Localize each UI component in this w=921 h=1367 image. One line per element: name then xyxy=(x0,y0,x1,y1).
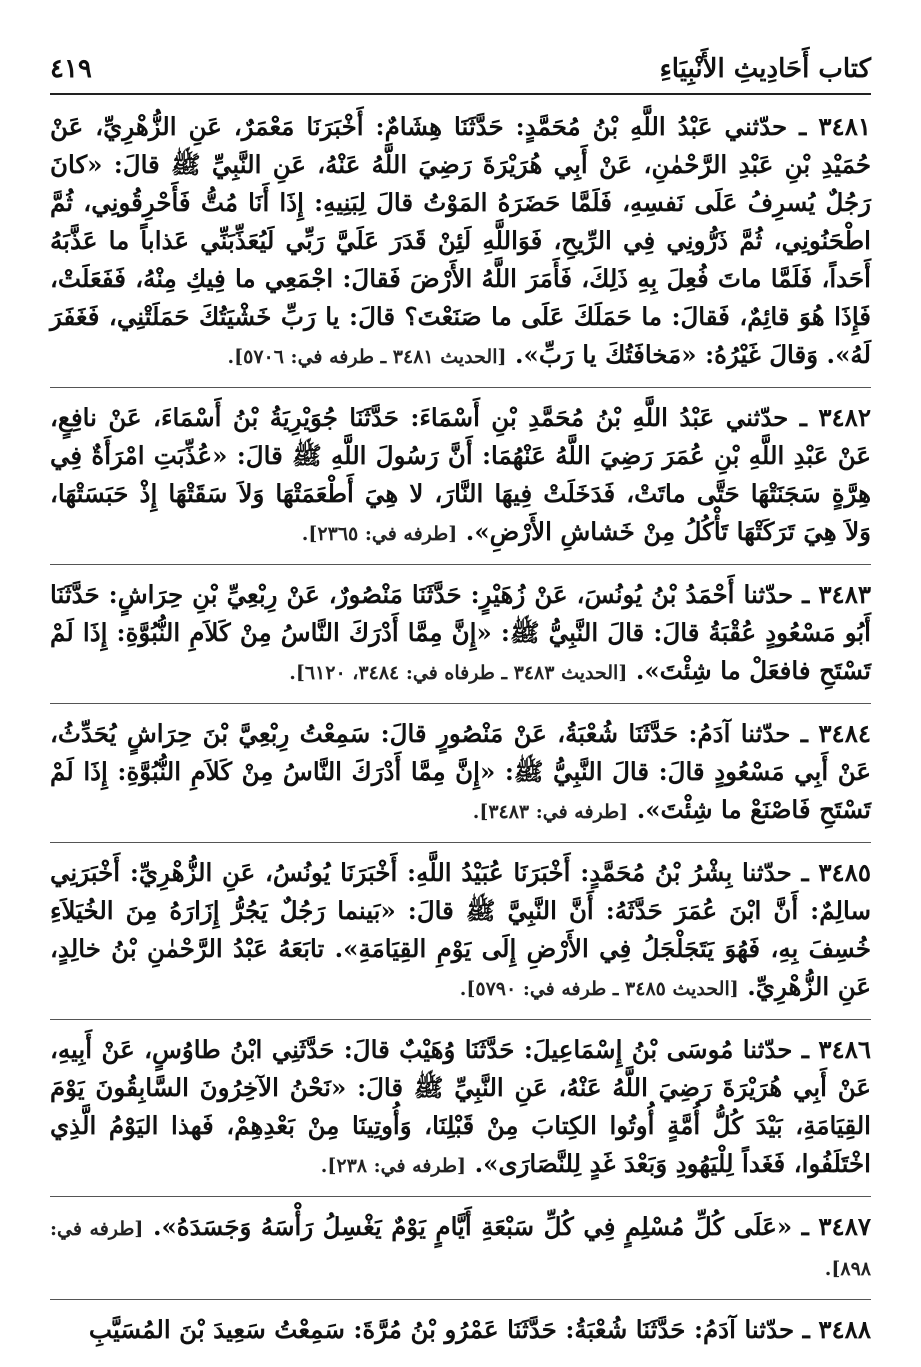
page-header xyxy=(50,48,871,92)
separator xyxy=(50,387,871,388)
hadith-reference: [الحديث ٣٤٨٥ ـ طرفه في: ٥٧٩٠]. xyxy=(459,978,739,1000)
hadith-3482 xyxy=(50,399,871,553)
page-number: ٤١٩ xyxy=(50,54,92,84)
hadith-paragraph xyxy=(50,854,871,1008)
hadith-3488 xyxy=(50,1311,871,1349)
hadith-paragraph xyxy=(50,399,871,553)
hadith-3484 xyxy=(50,715,871,831)
hadith-number: ٣٤٨٥ xyxy=(818,858,871,887)
separator xyxy=(50,842,871,843)
hadith-number: ٣٤٨٤ xyxy=(818,719,872,748)
book-title: كتاب أَحَادِيثِ الأَنْبِيَاءِ xyxy=(659,54,871,84)
hadith-body: ـ حدّثنا مُوسَى بْنُ إِسْمَاعِيلَ: حَدَّثَنَا وُهَيْبٌ قالَ: حَدَّثَنِي ابْنُ طاوُسٍ، عَنْ أَبِيهِ، عَنْ أَبِي هُرَيْرَةَ رَضِيَ اللَّهُ عَنْهُ، عَنِ النَّبِيِّ ﷺ قالَ: «نَحْنُ الآخِرُونَ السَّابِقُونَ يَوْمَ القِيَامَةِ، بَيْدَ كُلُّ أُمَّةٍ أُوتُوا الكِتابَ مِنْ قَبْلِنَا، وَأُوتِينَا مِنْ بَعْدِهِمْ، فَهذا اليَوْمُ الَّذِي اخْتَلَفُوا، فَغَداً لِلْيَهُودِ وَبَعْدَ غَدٍ لِلنَّصَارَى». xyxy=(50,1035,871,1178)
hadith-paragraph xyxy=(50,576,871,692)
hadith-number: ٣٤٨١ xyxy=(818,112,872,141)
hadith-paragraph xyxy=(50,1311,871,1349)
hadith-number: ٣٤٨٦ xyxy=(818,1035,872,1064)
hadith-body: ـ حدّثنا آدَمُ: حَدَّثَنَا شُعْبَةُ، عَنْ مَنْصُورٍ قالَ: سَمِعْتُ رِبْعِيَّ بْنَ حِرَاشٍ يُحَدِّثُ، عَنْ أَبِي مَسْعُودٍ قالَ: قالَ النَّبِيُّ ﷺ: «إِنَّ مِمَّا أَدْرَكَ النَّاسُ مِنْ كَلاَمِ النُّبُوَّةِ: إِذَا لَمْ تَسْتَحِ فَاصْنَعْ ما شِئْتَ». xyxy=(50,719,871,824)
hadith-number: ٣٤٨٢ xyxy=(818,403,871,432)
hadith-3487 xyxy=(50,1208,871,1288)
hadith-paragraph xyxy=(50,715,871,831)
hadith-paragraph xyxy=(50,108,871,376)
hadith-number: ٣٤٨٨ xyxy=(818,1315,871,1344)
hadith-reference: [طرفه في: ٨٩٨]. xyxy=(50,1218,871,1280)
hadith-reference: [طرفه في: ٢٣٦٥]. xyxy=(301,523,458,545)
hadith-number: ٣٤٨٧ xyxy=(818,1212,872,1241)
hadith-reference: [الحديث ٣٤٨١ ـ طرفه في: ٥٧٠٦]. xyxy=(227,346,507,368)
hadith-3481 xyxy=(50,108,871,376)
hadith-reference: [الحديث ٣٤٨٣ ـ طرفاه في: ٣٤٨٤، ٦١٢٠]. xyxy=(289,662,628,684)
hadith-body: ـ حدّثنا آدَمُ: حَدَّثَنَا شُعْبَةُ: حَدَّثَنَا عَمْرُو بْنُ مُرَّةَ: سَمِعْتُ سَعِيدَ بْنَ المُسَيَّبِ xyxy=(88,1315,810,1344)
header-rule xyxy=(50,93,871,95)
page-body xyxy=(50,108,871,1349)
separator xyxy=(50,1299,871,1300)
hadith-number: ٣٤٨٣ xyxy=(818,580,872,609)
hadith-3483 xyxy=(50,576,871,692)
hadith-3485 xyxy=(50,854,871,1008)
hadith-reference: [طرفه في: ٣٤٨٣]. xyxy=(472,801,629,823)
separator xyxy=(50,564,871,565)
hadith-body: ـ «عَلَى كُلِّ مُسْلِمٍ فِي كُلِّ سَبْعَةِ أَيَّامٍ يَوْمٌ يَغْسِلُ رَأْسَهُ وَجَسَدَهُ». xyxy=(152,1212,809,1241)
hadith-3486 xyxy=(50,1031,871,1185)
hadith-body: ـ حدّثني عَبْدُ اللَّهِ بْنُ مُحَمَّدِ بْنِ أَسْمَاءَ: حَدَّثَنَا جُوَيْرِيَةُ بْنُ أَسْمَاءَ، عَنْ نافِعٍ، عَنْ عَبْدِ اللَّهِ بْنِ عُمَرَ رَضِيَ اللَّهُ عَنْهُمَا: أَنَّ رَسُولَ اللَّهِ ﷺ قالَ: «عُذِّبَتِ امْرَأَةٌ فِي هِرَّةٍ سَجَنَتْهَا حَتَّى ماتَتْ، فَدَخَلَتْ فِيهَا النَّارَ، لا هِيَ أَطْعَمَتْهَا وَلاَ سَقَتْهَا إِذْ حَبَسَتْهَا، وَلاَ هِيَ تَرَكَتْهَا تَأْكُلُ مِنْ خَشاشِ الأَرْضِ». xyxy=(50,403,871,546)
hadith-body: ـ حدّثني عَبْدُ اللَّهِ بْنُ مُحَمَّدٍ: حَدَّثَنَا هِشَامٌ: أَخْبَرَنَا مَعْمَرٌ، عَنِ الزُّهْرِيِّ، عَنْ حُمَيْدِ بْنِ عَبْدِ الرَّحْمٰنِ، عَنْ أَبِي هُرَيْرَةَ رَضِيَ اللَّهُ عَنْهُ، عَنِ النَّبِيِّ ﷺ قالَ: «كانَ رَجُلٌ يُسرِفُ عَلَى نَفسِهِ، فَلَمَّا حَضَرَهُ المَوْتُ قالَ لِبَنِيهِ: إِذَا أَنَا مُتُّ فَأَحْرِقُونِي، ثُمَّ اطْحَنُونِي، ثُمَّ ذَرُّونِي فِي الرِّيحِ، فَوَاللَّهِ لَئِنْ قَدَرَ عَلَيَّ رَبِّي لَيُعَذِّبَنِّي عَذاباً ما عَذَّبَهُ أَحَداً، فَلَمَّا ماتَ فُعِلَ بِهِ ذَلِكَ، فَأَمَرَ اللَّهُ الأَرْضَ فَقالَ: اجْمَعِي ما فِيكِ مِنْهُ، فَفَعَلَتْ، فَإِذَا هُوَ قائِمٌ، فَقالَ: ما حَمَلَكَ عَلَى ما صَنَعْتَ؟ قالَ: يا رَبِّ خَشْيَتُكَ حَمَلَتْنِي، فَغَفَرَ لَهُ». وَقالَ غَيْرُهُ: «مَخافَتُكَ يا رَبِّ». xyxy=(50,112,871,369)
separator xyxy=(50,1019,871,1020)
hadith-body: ـ حدّثنا أَحْمَدُ بْنُ يُونُسَ، عَنْ زُهَيْرٍ: حَدَّثَنَا مَنْصُورٌ، عَنْ رِبْعِيِّ بْنِ حِرَاشٍ: حَدَّثَنَا أَبُو مَسْعُودٍ عُقْبَةُ قالَ: قالَ النَّبِيُّ ﷺ: «إِنَّ مِمَّا أَدْرَكَ النَّاسُ مِنْ كَلاَمِ النُّبُوَّةِ: إِذَا لَمْ تَسْتَحِ فافعَلْ ما شِئْتَ». xyxy=(50,580,871,685)
hadith-reference: [طرفه في: ٢٣٨]. xyxy=(320,1155,467,1177)
hadith-body: ـ حدّثنا بِشْرُ بْنُ مُحَمَّدٍ: أَخْبَرَنَا عُبَيْدُ اللَّهِ: أَخْبَرَنَا يُونُسُ، عَنِ الزُّهْرِيِّ: أَخْبَرَنِي سالِمٌ: أَنَّ ابْنَ عُمَرَ حَدَّثَهُ: أَنَّ النَّبِيَّ ﷺ قالَ: «بَينما رَجُلٌ يَجُرُّ إِزَارَهُ مِنَ الخُيَلاَءِ خُسِفَ بِهِ، فَهُوَ يَتَجَلْجَلُ فِي الأَرْضِ إِلَى يَوْمِ القِيَامَةِ». تابَعَهُ عَبْدُ الرَّحْمٰنِ بْنُ خالِدٍ، عَنِ الزُّهْرِيِّ. xyxy=(50,858,871,1001)
separator xyxy=(50,703,871,704)
separator xyxy=(50,1196,871,1197)
hadith-paragraph xyxy=(50,1031,871,1185)
hadith-paragraph xyxy=(50,1208,871,1288)
